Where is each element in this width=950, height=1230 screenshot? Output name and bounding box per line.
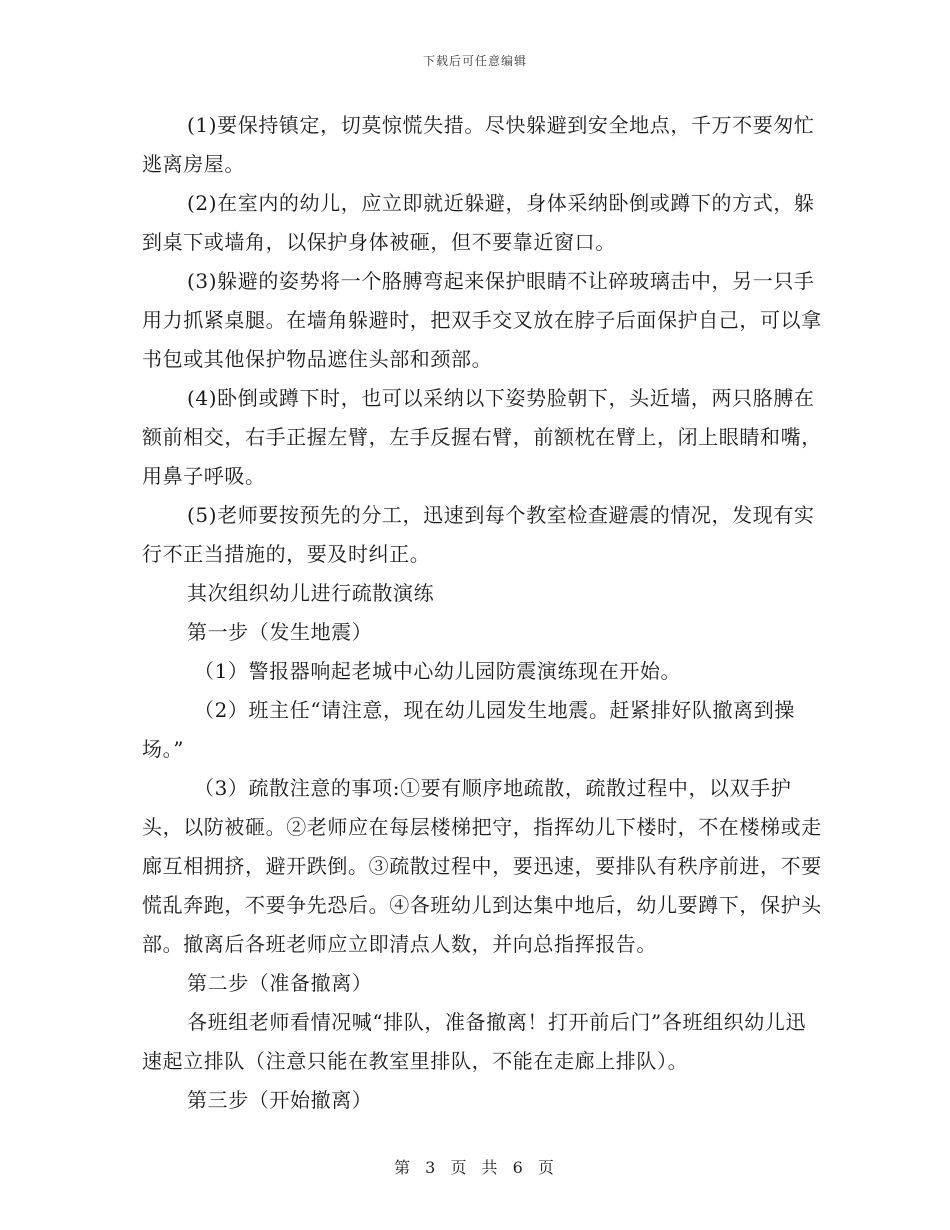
page-number: 第 3 页 共 6 页	[394, 1158, 556, 1177]
step-one-heading: 第一步（发生地震）	[187, 620, 373, 644]
step-one-item-1: （1）警报器响起老城中心幼儿园防震演练现在开始。	[194, 659, 682, 683]
page-header-note: 下载后可任意编辑	[422, 54, 527, 68]
paragraph-step-2: (2)在室内的幼儿，应立即就近躲避，身体采纳卧倒或蹲下的方式，躲到桌下或墙角，以保护身体被砸，但不要靠近窗口。	[142, 191, 815, 254]
section-heading-evacuation: 其次组织幼儿进行疏散演练	[187, 581, 435, 605]
step-two-heading: 第二步（准备撤离）	[187, 971, 373, 995]
paragraph-step-5: (5)老师要按预先的分工，迅速到每个教室检查避震的情况，发现有实行不正当措施的，要及时纠正。	[142, 503, 815, 566]
document-body	[142, 106, 822, 1120]
step-one-item-3: （3）疏散注意的事项:①要有顺序地疏散，疏散过程中，以双手护头，以防被砸。②老师应在每层楼梯把守，指挥幼儿下楼时，不在楼梯或走廊互相拥挤，避开跌倒。③疏散过程中，要迅速，要排队有秩序前进，不要慌乱奔跑，不要争先恐后。④各班幼儿到达集中地后，幼儿要蹲下，保护头部。撤离后各班老师应立即清点人数，并向总指挥报告。	[142, 776, 822, 956]
paragraph-step-3: (3)躲避的姿势将一个胳膊弯起来保护眼睛不让碎玻璃击中，另一只手用力抓紧桌腿。在墙角躲避时，把双手交叉放在脖子后面保护自己，可以拿书包或其他保护物品遮住头部和颈部。	[142, 269, 822, 371]
paragraph-step-1: (1)要保持镇定，切莫惊慌失措。尽快躲避到安全地点，千万不要匆忙逃离房屋。	[142, 113, 815, 176]
paragraph-step-4: (4)卧倒或蹲下时，也可以采纳以下姿势脸朝下，头近墙，两只胳膊在额前相交，右手正握左臂，左手反握右臂，前额枕在臂上，闭上眼睛和嘴，用鼻子呼吸。	[142, 386, 822, 488]
step-two-text: 各班组老师看情况喊“排队，准备撤离！打开前后门”各班组织幼儿迅速起立排队（注意只能在教室里排队，不能在走廊上排队）。	[142, 1010, 807, 1073]
step-one-item-2: （2）班主任“请注意，现在幼儿园发生地震。赶紧排好队撤离到操场。”	[142, 698, 795, 761]
step-three-heading: 第三步（开始撤离）	[187, 1088, 373, 1112]
